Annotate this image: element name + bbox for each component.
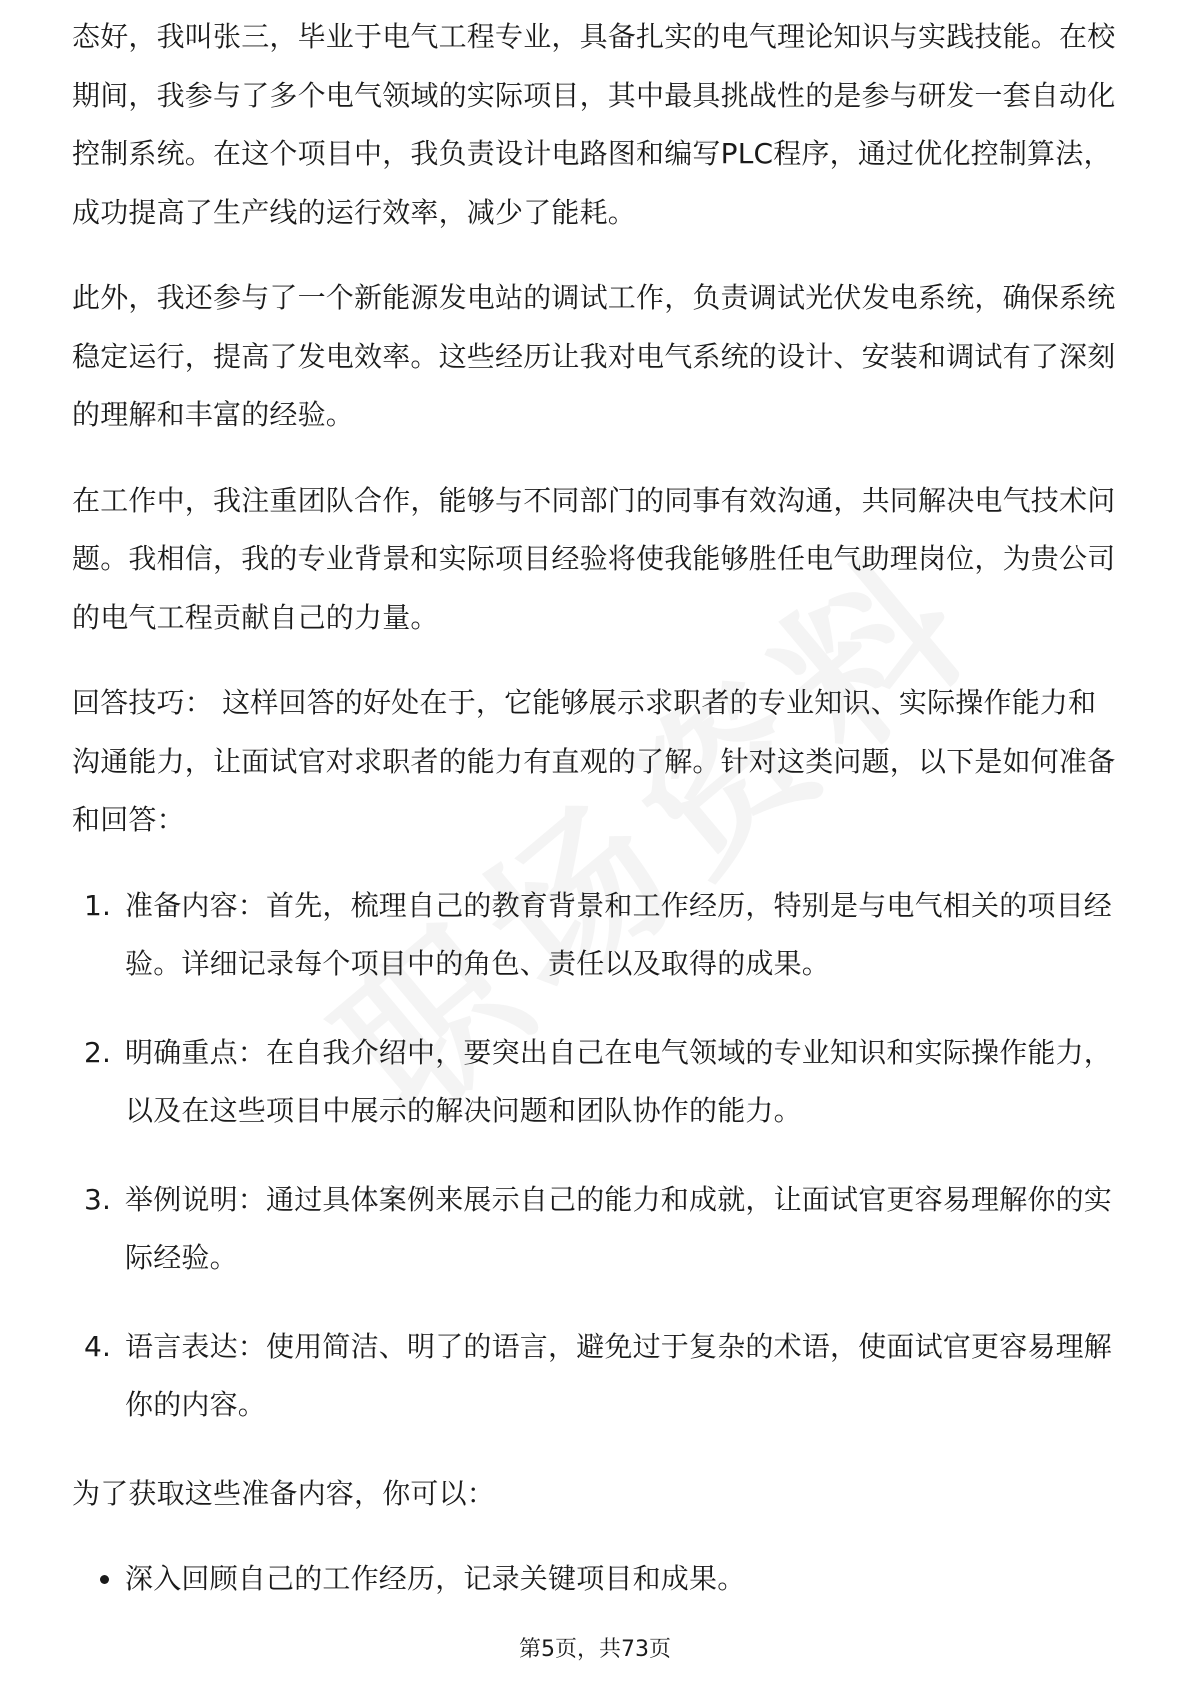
list-number: 2. bbox=[84, 1035, 112, 1069]
list-number: 1. bbox=[84, 888, 112, 922]
list-item-text: 准备内容：首先，梳理自己的教育背景和工作经历，特别是与电气相关的项目经验。详细记录每个项目中的角色、责任以及取得的成果。 bbox=[125, 888, 1113, 980]
tips-list-item bbox=[72, 1318, 1117, 1435]
paragraph-new-energy: 此外，我还参与了一个新能源发电站的调试工作，负责调试光伏发电系统，确保系统稳定运行，提高了发电效率。这些经历让我对电气系统的设计、安装和调试有了深刻的理解和丰富的经验。 bbox=[72, 281, 1116, 431]
paragraph-answer-tips: 回答技巧： 这样回答的好处在于，它能够展示求职者的专业知识、实际操作能力和沟通能力，让面试官对求职者的能力有直观的了解。针对这类问题，以下是如何准备和回答： bbox=[72, 686, 1116, 836]
document-body bbox=[72, 20, 1117, 1609]
list-item-text: 明确重点：在自我介绍中，要突出自己在电气领域的专业知识和实际操作能力，以及在这些项目中展示的解决问题和团队协作的能力。 bbox=[125, 1035, 1113, 1127]
paragraph-closing: 为了获取这些准备内容，你可以： bbox=[72, 1476, 496, 1510]
paragraph-teamwork: 在工作中，我注重团队合作，能够与不同部门的同事有效沟通，共同解决电气技术问题。我相信，我的专业背景和实际项目经验将使我能够胜任电气助理岗位，为贵公司的电气工程贡献自己的力量。 bbox=[72, 483, 1116, 634]
page-footer: 第5页，共73页 bbox=[519, 1637, 671, 1662]
paragraph-intro: 态好，我叫张三，毕业于电气工程专业，具备扎实的电气理论知识与实践技能。在校期间，我参与了多个电气领域的实际项目，其中最具挑战性的是参与研发一套自动化控制系统。在这个项目中，我负责设计电路图和编写PLC程序，通过优化控制算法，成功提高了生产线的运行效率，减少了能耗。 bbox=[72, 20, 1116, 229]
bullet-item-text: 深入回顾自己的工作经历，记录关键项目和成果。 bbox=[125, 1562, 746, 1595]
bullet-icon bbox=[100, 1575, 109, 1584]
list-item-text: 举例说明：通过具体案例来展示自己的能力和成就，让面试官更容易理解你的实际经验。 bbox=[125, 1182, 1113, 1274]
tips-list-item bbox=[72, 877, 1117, 994]
tips-list-item bbox=[72, 1171, 1117, 1288]
list-number: 4. bbox=[84, 1329, 112, 1363]
tips-list-item bbox=[72, 1024, 1117, 1141]
list-item-text: 语言表达：使用简洁、明了的语言，避免过于复杂的术语，使面试官更容易理解你的内容。 bbox=[125, 1329, 1113, 1421]
tips-list bbox=[72, 877, 1117, 1435]
bullet-list bbox=[72, 1550, 1117, 1609]
bullet-list-item bbox=[72, 1550, 1117, 1609]
list-number: 3. bbox=[84, 1182, 112, 1216]
